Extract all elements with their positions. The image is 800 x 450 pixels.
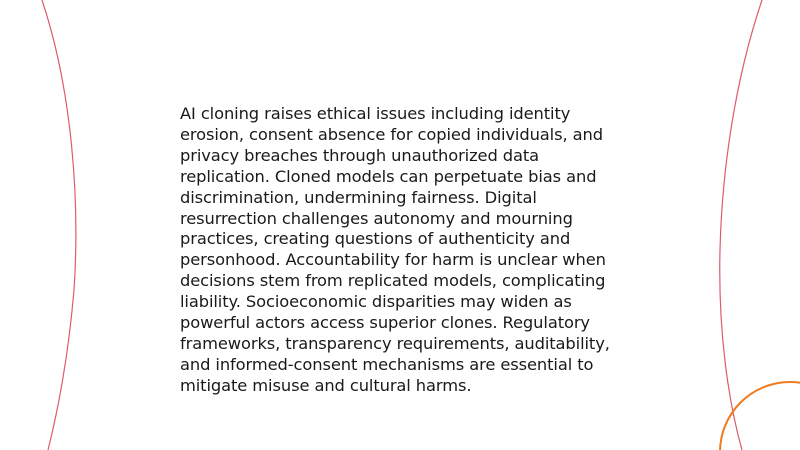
paragraph-line: practices, creating questions of authenticity and <box>180 229 571 249</box>
paragraph-line: mitigate misuse and cultural harms. <box>180 375 472 395</box>
right-decorative-curve <box>720 0 762 450</box>
paragraph-line: decisions stem from replicated models, complicating <box>180 271 606 291</box>
paragraph-line: liability. Socioeconomic disparities may widen as <box>180 292 572 312</box>
paragraph-line: AI cloning raises ethical issues including identity <box>180 104 571 123</box>
paragraph-line: privacy breaches through unauthorized data <box>180 145 540 165</box>
paragraph-line: replication. Cloned models can perpetuate bias and <box>180 166 597 186</box>
paragraph-line: and informed-consent mechanisms are essential to <box>180 354 594 374</box>
paragraph-line: personhood. Accountability for harm is unclear when <box>180 250 606 270</box>
paragraph-line: discrimination, undermining fairness. Digital <box>180 187 537 207</box>
left-decorative-curve <box>42 0 76 450</box>
orange-decorative-circle <box>720 382 800 450</box>
paragraph-line: erosion, consent absence for copied individuals, and <box>180 124 603 144</box>
body-paragraph <box>180 104 620 397</box>
paragraph-line: powerful actors access superior clones. Regulatory <box>180 313 590 333</box>
paragraph-line: resurrection challenges autonomy and mourning <box>180 208 573 228</box>
paragraph-line: frameworks, transparency requirements, auditability, <box>180 333 610 353</box>
